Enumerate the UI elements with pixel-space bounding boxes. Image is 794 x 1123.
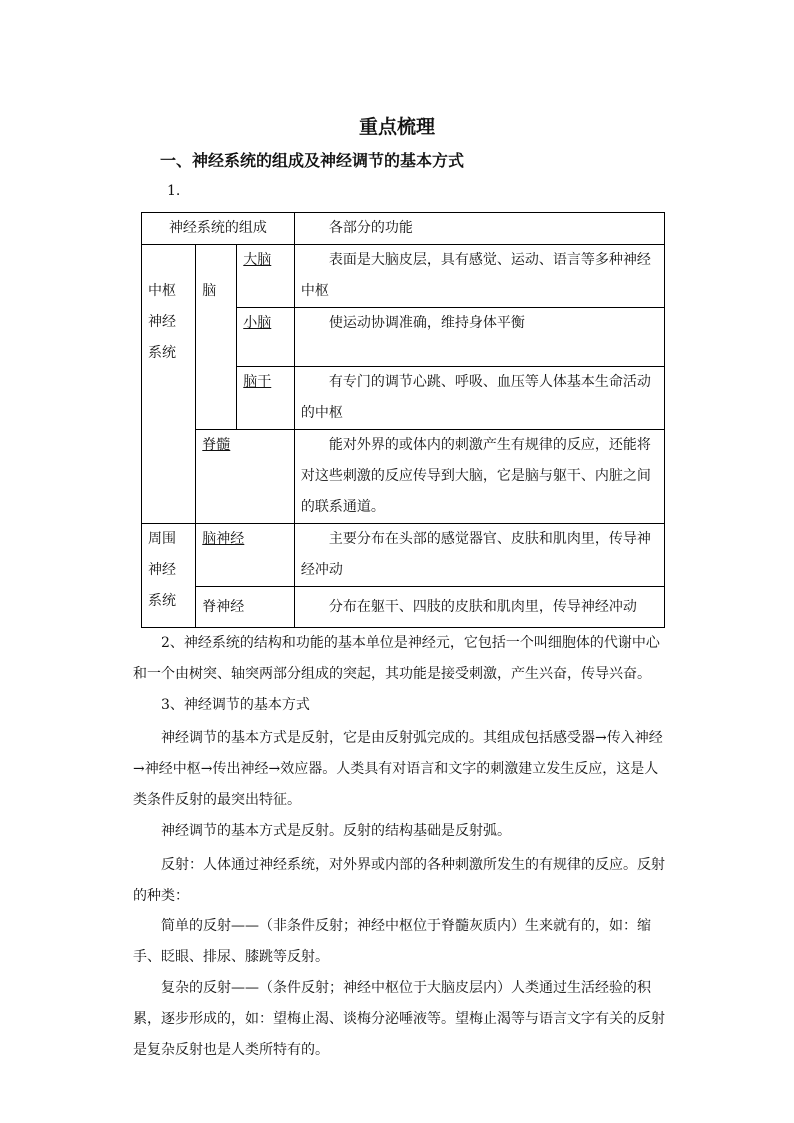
spinal-nerves-function: 分布在躯干、四肢的皮肤和肌肉里，传导神经冲动 [294,587,664,628]
cerebrum-function: 表面是大脑皮层，具有感觉、运动、语言等多种神经中枢 [294,245,664,308]
cerebellum-function: 使运动协调准确，维持身体平衡 [294,308,664,367]
paragraph-heading-3: 3、神经调节的基本方式 [161,697,310,713]
spinal-cord-label: 脊髓 [202,437,231,453]
cranial-nerves-cell [196,524,295,587]
cerebrum-label: 大脑 [243,252,272,268]
brain-cell: 脑 [196,245,237,430]
item-number: 1. [167,183,181,199]
paragraph-simple-reflex: 简单的反射——（非条件反射；神经中枢位于脊髓灰质内）生来就有的，如：缩手、眨眼、排尿、膝跳等反射。 [133,918,651,965]
paragraph-reflex-arc: 神经调节的基本方式是反射，它是由反射弧完成的。其组成包括感受器→传入神经→神经中枢→传出神经→效应器。人类具有对语言和文字的刺激建立发生反应，这是人类条件反射的最突出特征。 [133,730,663,808]
cranial-nerves-label: 脑神经 [202,531,245,547]
section-heading: 一、神经系统的组成及神经调节的基本方式 [160,151,465,170]
cranial-nerves-function: 主要分布在头部的感觉器官、皮肤和肌肉里，传导神经冲动 [294,524,664,587]
paragraph-reflex-definition: 反射：人体通过神经系统，对外界或内部的各种刺激所发生的有规律的反应。反射的种类： [133,857,665,904]
table-header-row [142,213,665,245]
nervous-system-table [141,212,665,628]
spinal-cord-cell [196,430,295,524]
header-function: 各部分的功能 [294,213,664,245]
brainstem-cell [237,367,295,430]
cerebrum-cell [237,245,295,308]
spinal-nerves-cell: 脊神经 [196,587,295,628]
table-row [142,587,665,628]
paragraph-reflex-basis: 神经调节的基本方式是反射。反射的结构基础是反射弧。 [161,823,511,839]
cerebellum-cell [237,308,295,367]
spinal-cord-function: 能对外界的或体内的刺激产生有规律的反应，还能将对这些刺激的反应传导到大脑，它是脑与躯干、内脏之间的联系通道。 [294,430,664,524]
paragraph-neuron: 2、神经系统的结构和功能的基本单位是神经元，它包括一个叫细胞体的代谢中心和一个由树突、轴突两部分组成的突起，其功能是接受刺激，产生兴奋，传导兴奋。 [133,635,660,682]
table-row [142,245,665,308]
cerebellum-label: 小脑 [243,315,272,331]
central-nervous-system-cell: 中枢神经系统 [142,245,196,524]
header-composition: 神经系统的组成 [142,213,295,245]
table-row [142,524,665,587]
brainstem-label: 脑干 [243,374,272,390]
paragraph-complex-reflex: 复杂的反射——（条件反射；神经中枢位于大脑皮层内）人类通过生活经验的积累，逐步形成的，如：望梅止渴、谈梅分泌唾液等。望梅止渴等与语言文字有关的反射是复杂反射也是人类所特有的。 [133,980,665,1058]
peripheral-nervous-system-cell: 周围神经系统 [142,524,196,628]
brainstem-function: 有专门的调节心跳、呼吸、血压等人体基本生命活动的中枢 [294,367,664,430]
table-row [142,430,665,524]
page-title: 重点梳理 [358,116,435,138]
